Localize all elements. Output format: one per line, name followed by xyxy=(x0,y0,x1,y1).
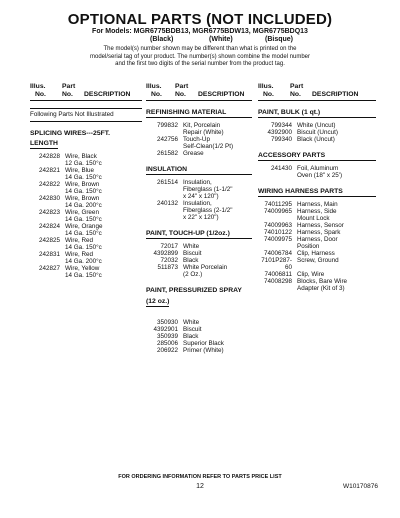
part-row xyxy=(258,222,376,229)
part-description xyxy=(183,257,252,264)
part-description xyxy=(297,278,376,292)
description-line: Wire, Blue xyxy=(65,167,95,174)
description-line: Wire, Yellow xyxy=(65,265,100,272)
description-line: Clip, Harness xyxy=(297,250,335,257)
part-description xyxy=(297,257,376,271)
color-black: (Black) xyxy=(150,36,174,43)
parts-list xyxy=(146,243,252,278)
section-title-splicing-wires: SPLICING WIRES---25FT. xyxy=(30,130,111,137)
column-header xyxy=(30,83,142,101)
section-subtitle: (12 oz.) xyxy=(146,298,170,305)
section-title-length: LENGTH xyxy=(30,140,58,147)
part-row xyxy=(146,200,252,221)
ordering-info: FOR ORDERING INFORMATION REFER TO PARTS PRICE LIST xyxy=(118,474,282,480)
part-description xyxy=(297,165,376,179)
part-description xyxy=(65,265,142,279)
part-row xyxy=(146,179,252,200)
part-number: 74008298 xyxy=(263,278,292,285)
header-part: Part xyxy=(175,83,189,90)
part-description xyxy=(297,201,376,208)
description-line: Wire, Brown xyxy=(65,181,100,188)
description-line: 14 Ga. 150°c xyxy=(65,174,102,181)
parts-column-2 xyxy=(146,83,252,354)
part-description xyxy=(183,347,252,354)
part-row xyxy=(258,129,376,136)
part-description xyxy=(297,136,376,143)
part-number: 350939 xyxy=(156,333,178,340)
part-row xyxy=(258,165,376,179)
header-illus: Illus. xyxy=(146,83,162,90)
part-number: 74009975 xyxy=(263,236,292,243)
description-line: Biscuit xyxy=(183,326,202,333)
section-title: PAINT, TOUCH-UP (1/2oz.) xyxy=(146,229,252,239)
models-line: For Models: MGR6775BDB13, MGR6775BDW13, MGR6775BDQ13 xyxy=(92,28,308,35)
part-number: 799340 xyxy=(270,136,292,143)
header-part-no: No. xyxy=(175,91,186,98)
part-description xyxy=(65,153,142,167)
part-description xyxy=(297,271,376,278)
description-line: White xyxy=(183,243,200,250)
description-line: Harness, Door xyxy=(297,236,338,243)
description-line: (2 Oz.) xyxy=(183,271,203,278)
page-title: OPTIONAL PARTS (NOT INCLUDED) xyxy=(67,11,333,28)
part-row xyxy=(146,326,252,333)
color-bisque: (Bisque) xyxy=(265,36,293,43)
part-row xyxy=(146,136,252,150)
part-number: 242831 xyxy=(38,251,60,258)
part-number: 285006 xyxy=(156,340,178,347)
part-row xyxy=(258,236,376,250)
part-number: 799344 xyxy=(270,122,292,129)
part-description xyxy=(65,223,142,237)
part-number: 4392901 xyxy=(153,326,178,333)
description-line: Black (Uncut) xyxy=(297,136,335,143)
part-number: 261514 xyxy=(156,179,178,186)
section-title: PAINT, PRESSURIZED SPRAY xyxy=(146,287,242,294)
part-row xyxy=(30,209,142,223)
description-line: Self-Clean(1/2 Pt) xyxy=(183,143,234,150)
part-row xyxy=(146,250,252,257)
description-line: 14 Ga. 150°c xyxy=(65,244,102,251)
part-description xyxy=(297,236,376,250)
header-illus-no: No. xyxy=(263,91,274,98)
part-number: 242828 xyxy=(38,153,60,160)
part-number: 206922 xyxy=(156,347,178,354)
description-line: Blocks, Bare Wire xyxy=(297,278,348,285)
section-title: WIRING HARNESS PARTS xyxy=(258,187,376,197)
part-row xyxy=(146,347,252,354)
description-line: Biscuit (Uncut) xyxy=(297,129,338,136)
part-description xyxy=(183,150,252,157)
part-description xyxy=(65,209,142,223)
part-row xyxy=(258,278,376,292)
header-part-no: No. xyxy=(290,91,301,98)
parts-list xyxy=(146,179,252,221)
part-number: 242756 xyxy=(156,136,178,143)
column-header xyxy=(258,83,376,101)
part-description xyxy=(183,122,252,136)
description-line: 14 Ga. 150°c xyxy=(65,188,102,195)
section-title: ACCESSORY PARTS xyxy=(258,151,376,161)
part-description xyxy=(65,167,142,181)
part-description xyxy=(183,179,252,200)
part-row xyxy=(30,153,142,167)
header-illus: Illus. xyxy=(30,83,46,90)
description-line: x 24" x 120") xyxy=(183,193,219,200)
part-row xyxy=(146,122,252,136)
description-line: Wire, Red xyxy=(65,251,93,258)
part-number: 4392900 xyxy=(267,129,292,136)
part-row xyxy=(258,122,376,129)
description-line: Clip, Wire xyxy=(297,271,325,278)
description-line: White Porcelain xyxy=(183,264,228,271)
part-number: 242824 xyxy=(38,223,60,230)
parts-list xyxy=(146,319,252,354)
part-description xyxy=(65,195,142,209)
parts-column-1 xyxy=(30,83,142,279)
part-number: 74006784 xyxy=(263,250,292,257)
description-line: Insulation, xyxy=(183,179,212,186)
part-row xyxy=(258,229,376,236)
description-line: 14 Ga. 200°c xyxy=(65,258,102,265)
part-row xyxy=(30,181,142,195)
part-row xyxy=(146,243,252,250)
part-number: 511873 xyxy=(157,264,178,271)
part-row xyxy=(30,167,142,181)
part-number: 261582 xyxy=(156,150,178,157)
description-line: Black xyxy=(183,257,199,264)
description-line: Position xyxy=(297,243,320,250)
part-row xyxy=(146,264,252,278)
part-number: 7101P287-60 xyxy=(261,257,292,271)
part-description xyxy=(183,319,252,326)
part-description xyxy=(183,264,252,278)
part-number: 242827 xyxy=(38,265,60,272)
description-line: Mount Lock xyxy=(297,215,330,222)
description-line: Harness, Main xyxy=(297,201,338,208)
part-description xyxy=(183,250,252,257)
part-description xyxy=(183,200,252,221)
part-number: 241430 xyxy=(270,165,292,172)
part-description xyxy=(297,222,376,229)
part-number: 74009963 xyxy=(263,222,292,229)
page-number: 12 xyxy=(196,483,204,490)
color-white: (White) xyxy=(209,36,233,43)
description-line: Adapter (Kit of 3) xyxy=(297,285,345,292)
part-row xyxy=(30,265,142,279)
document-number: W10170876 xyxy=(342,483,378,490)
description-line: White xyxy=(183,319,200,326)
header-description: DESCRIPTION xyxy=(312,91,359,98)
part-description xyxy=(297,250,376,257)
description-line: Harness, Spark xyxy=(297,229,341,236)
description-line: 14 Ga. 200°c xyxy=(65,202,102,209)
part-number: 242821 xyxy=(38,167,60,174)
description-line: Wire, Green xyxy=(65,209,99,216)
description-line: Superior Black xyxy=(183,340,224,347)
description-line: Touch-Up xyxy=(183,136,210,143)
section-title: PAINT, BULK (1 qt.) xyxy=(258,108,376,118)
description-line: Black xyxy=(183,333,199,340)
part-number: 74011295 xyxy=(264,201,292,208)
header-part: Part xyxy=(62,83,76,90)
part-number: 240132 xyxy=(156,200,178,207)
model-note: The model(s) number shown may be different than what is printed on the model/serial tag of your product. The number(s) shown combine the model number and the first two digits of the serial number from the product tag. xyxy=(90,46,310,67)
part-number: 242823 xyxy=(38,209,60,216)
header-description: DESCRIPTION xyxy=(84,91,131,98)
part-number: 74010122 xyxy=(263,229,292,236)
description-line: Insulation, xyxy=(183,200,212,207)
part-description xyxy=(65,237,142,251)
part-description xyxy=(183,243,252,250)
part-row xyxy=(30,251,142,265)
part-row xyxy=(258,201,376,208)
parts-column-3 xyxy=(258,83,376,292)
part-description xyxy=(297,208,376,222)
description-line: 12 Ga. 150°c xyxy=(65,160,102,167)
description-line: 14 Ga. 150°c xyxy=(65,230,102,237)
description-line: 14 Ga. 150°c xyxy=(65,272,102,279)
part-row xyxy=(146,150,252,157)
part-description xyxy=(183,333,252,340)
description-line: x 22" x 120") xyxy=(183,214,219,221)
description-line: 14 Ga. 150°c xyxy=(65,216,102,223)
parts-list xyxy=(258,122,376,143)
description-line: Primer (White) xyxy=(183,347,224,354)
parts-list-splicing-wires xyxy=(30,153,142,279)
part-number: 350930 xyxy=(156,319,178,326)
description-line: Wire, Black xyxy=(65,153,97,160)
part-description xyxy=(183,136,252,150)
part-row xyxy=(258,250,376,257)
description-line: Screw, Ground xyxy=(297,257,339,264)
header-illus: Illus. xyxy=(258,83,274,90)
part-description xyxy=(183,326,252,333)
part-description xyxy=(183,340,252,347)
part-row xyxy=(30,237,142,251)
part-row xyxy=(146,257,252,264)
part-number: 242822 xyxy=(38,181,60,188)
header-part-no: No. xyxy=(62,91,73,98)
parts-list xyxy=(258,201,376,292)
part-row xyxy=(258,136,376,143)
part-row xyxy=(30,223,142,237)
part-number: 72032 xyxy=(160,257,178,264)
header-illus-no: No. xyxy=(151,91,162,98)
description-line: Harness, Sensor xyxy=(297,222,344,229)
description-line: Foil, Aluminum xyxy=(297,165,339,172)
part-number: 4392899 xyxy=(153,250,178,257)
description-line: Fiberglass (2-1/2" xyxy=(183,207,233,214)
part-row xyxy=(258,271,376,278)
description-line: Repair (White) xyxy=(183,129,224,136)
header-illus-no: No. xyxy=(35,91,46,98)
description-line: Oven (18" x 25') xyxy=(297,172,343,179)
header-description: DESCRIPTION xyxy=(198,91,245,98)
part-description xyxy=(65,251,142,265)
description-line: Grease xyxy=(183,150,204,157)
part-row xyxy=(146,340,252,347)
header-part: Part xyxy=(290,83,304,90)
part-number: 242825 xyxy=(38,237,60,244)
description-line: Kit, Porcelain xyxy=(183,122,221,129)
part-description xyxy=(297,122,376,129)
section-title: REFINISHING MATERIAL xyxy=(146,108,252,118)
not-illustrated-note: Following Parts Not Illustrated xyxy=(30,108,142,122)
description-line: Fiberglass (1-1/2" xyxy=(183,186,233,193)
part-row xyxy=(146,319,252,326)
part-row xyxy=(258,257,376,271)
description-line: Wire, Orange xyxy=(65,223,103,230)
description-line: Wire, Brown xyxy=(65,195,100,202)
description-line: Harness, Side xyxy=(297,208,337,215)
part-number: 74009965 xyxy=(263,208,292,215)
part-number: 74006811 xyxy=(264,271,292,278)
parts-list xyxy=(146,122,252,157)
part-number: 72017 xyxy=(160,243,178,250)
column-header xyxy=(146,83,252,101)
description-line: Wire, Red xyxy=(65,237,93,244)
part-row xyxy=(146,333,252,340)
description-line: White (Uncut) xyxy=(297,122,336,129)
part-row xyxy=(30,195,142,209)
section-title: INSULATION xyxy=(146,165,252,175)
description-line: Biscuit xyxy=(183,250,202,257)
part-number: 799832 xyxy=(156,122,178,129)
part-number: 242830 xyxy=(38,195,60,202)
parts-sections xyxy=(258,108,376,292)
part-description xyxy=(65,181,142,195)
part-description xyxy=(297,129,376,136)
parts-sections xyxy=(146,108,252,354)
parts-list xyxy=(258,165,376,179)
part-description xyxy=(297,229,376,236)
part-row xyxy=(258,208,376,222)
